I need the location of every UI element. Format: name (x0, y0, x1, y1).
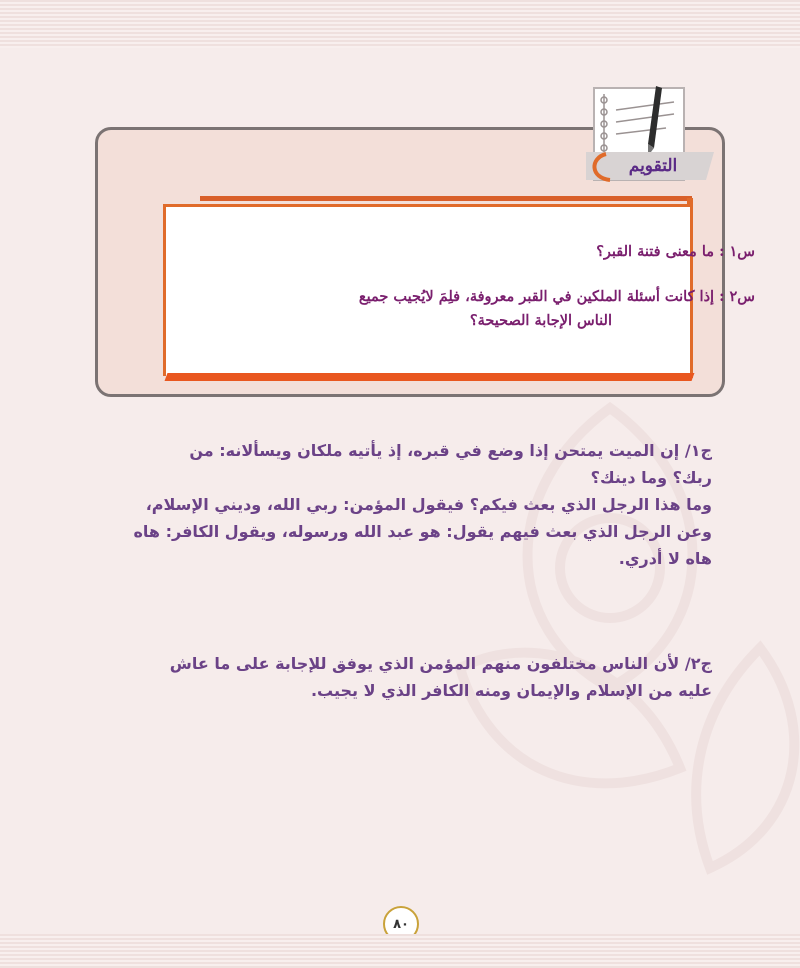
answer-1-line: ج١/ إن الميت يمتحن إذا وضع في قبره، إذ يأتيه ملكان ويسألانه: من (189, 441, 712, 460)
card-shadow-bottom (165, 373, 695, 381)
question-1: س١ : ما معنى فتنة القبر؟ (596, 243, 755, 260)
answer-1-line: وعن الرجل الذي بعث فيهم يقول: هو عبد الله ورسوله، ويقول الكافر: هاه (133, 522, 712, 541)
page-number: ٨٠ (383, 906, 419, 942)
section-label: التقويم (628, 156, 678, 176)
answer-2 (112, 650, 712, 704)
card-accent-bar (200, 196, 692, 201)
answer-1-line: هاه لا أدري. (618, 549, 712, 568)
answer-1-line: ربك؟ وما دينك؟ (590, 468, 712, 487)
answer-1 (112, 437, 712, 572)
answer-1-line: وما هذا الرجل الذي بعث فيكم؟ فيقول المؤمن: ربي الله، وديني الإسلام، (145, 495, 712, 514)
answer-2-line: عليه من الإسلام والإيمان ومنه الكافر الذي لا يجيب. (310, 681, 712, 700)
question-2: س٢ : إذا كانت أسئلة الملكين في القبر معروفة، فلِمَ لايُجيب جميع (358, 288, 755, 305)
top-decorative-band (0, 0, 800, 48)
bottom-decorative-band (0, 934, 800, 968)
answer-2-line: ج٢/ لأن الناس مختلفون منهم المؤمن الذي يوفق للإجابة على ما عاش (169, 654, 712, 673)
question-2-continued: الناس الإجابة الصحيحة؟ (469, 312, 612, 329)
